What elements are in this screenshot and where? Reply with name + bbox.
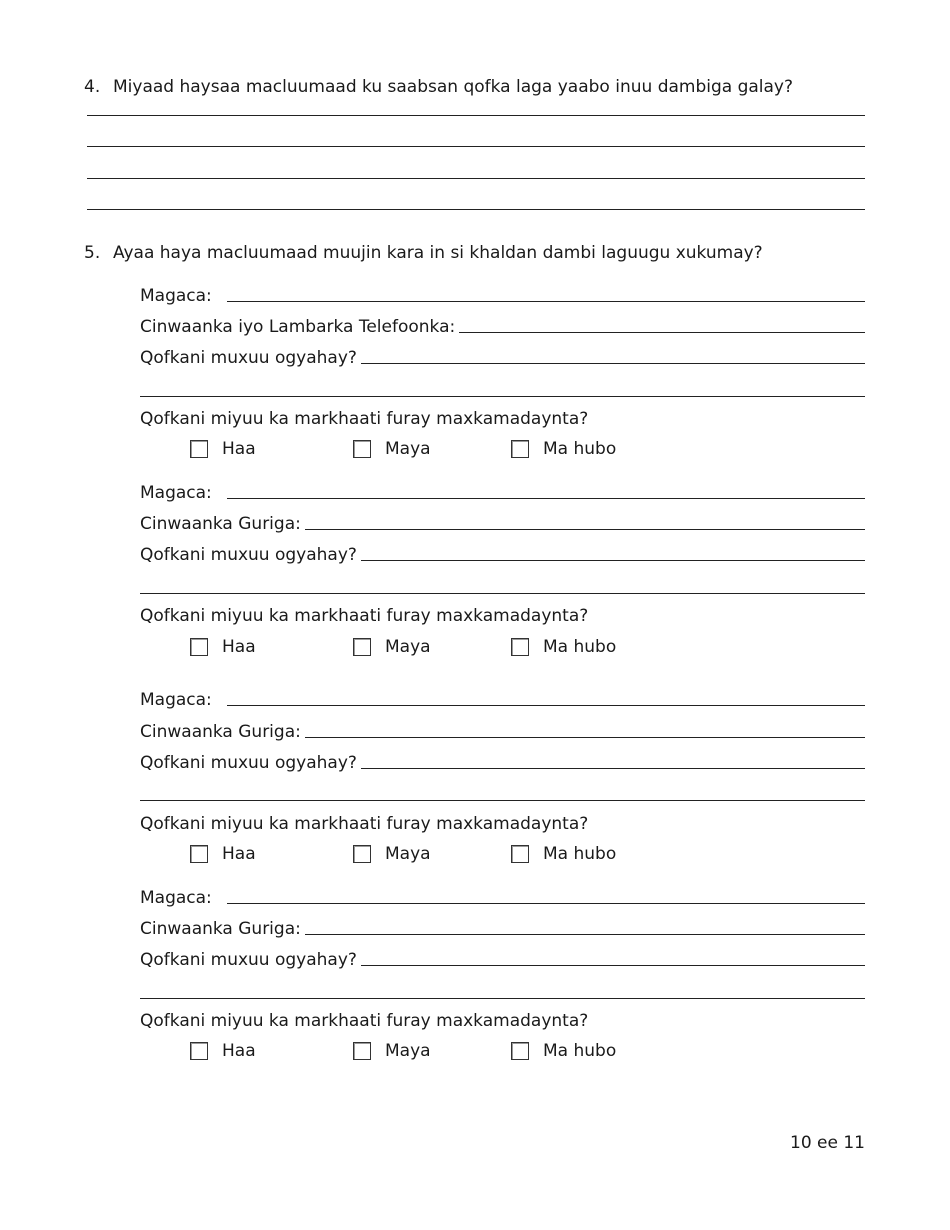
witness-4-name-field[interactable] bbox=[140, 886, 865, 908]
question-5-number: 5. bbox=[84, 243, 101, 263]
witness-4-address-label: Cinwaanka Guriga: bbox=[140, 919, 301, 939]
witness-2-option-yes[interactable]: Haa bbox=[190, 637, 256, 657]
question-4 bbox=[84, 77, 793, 97]
witness-3-address-line[interactable] bbox=[305, 737, 865, 738]
checkbox-icon[interactable] bbox=[511, 1042, 529, 1060]
witness-1-knows-label: Qofkani muxuu ogyahay? bbox=[140, 348, 357, 368]
checkbox-icon[interactable] bbox=[353, 1042, 371, 1060]
witness-1-knows-line-2[interactable] bbox=[140, 396, 865, 397]
witness-2-address-field[interactable] bbox=[140, 512, 865, 534]
checkbox-icon[interactable] bbox=[190, 845, 208, 863]
witness-2-knows-line[interactable] bbox=[361, 560, 865, 561]
witness-1-name-field[interactable] bbox=[140, 284, 865, 306]
witness-2-knows-label: Qofkani muxuu ogyahay? bbox=[140, 545, 357, 565]
witness-3-option-unsure[interactable]: Ma hubo bbox=[511, 844, 616, 864]
answer-line-q4-2[interactable] bbox=[87, 146, 865, 147]
witness-3-name-field[interactable] bbox=[140, 688, 865, 710]
witness-4-knows-line[interactable] bbox=[361, 965, 865, 966]
witness-4-knows-line-2[interactable] bbox=[140, 998, 865, 999]
checkbox-icon[interactable] bbox=[190, 638, 208, 656]
witness-1-name-label: Magaca: bbox=[140, 286, 212, 306]
witness-3-knows-line-2[interactable] bbox=[140, 800, 865, 801]
answer-line-q4-3[interactable] bbox=[87, 178, 865, 179]
witness-3-option-no[interactable]: Maya bbox=[353, 844, 431, 864]
witness-4-option-unsure[interactable]: Ma hubo bbox=[511, 1041, 616, 1061]
witness-1-address-field[interactable] bbox=[140, 315, 865, 337]
witness-2-name-field[interactable] bbox=[140, 481, 865, 503]
witness-4-name-line[interactable] bbox=[227, 903, 865, 904]
checkbox-icon[interactable] bbox=[511, 638, 529, 656]
witness-3-knows-field[interactable] bbox=[140, 751, 865, 773]
witness-1-option-no[interactable]: Maya bbox=[353, 439, 431, 459]
witness-1-address-line[interactable] bbox=[459, 332, 865, 333]
witness-2-option-unsure[interactable]: Ma hubo bbox=[511, 637, 616, 657]
witness-1-knows-field[interactable] bbox=[140, 346, 865, 368]
witness-3-name-label: Magaca: bbox=[140, 690, 212, 710]
witness-2-name-label: Magaca: bbox=[140, 483, 212, 503]
witness-4-option-yes[interactable]: Haa bbox=[190, 1041, 256, 1061]
witness-1-address-label: Cinwaanka iyo Lambarka Telefoonka: bbox=[140, 317, 456, 337]
witness-2-name-line[interactable] bbox=[227, 498, 865, 499]
witness-2-testify-question: Qofkani miyuu ka markhaati furay maxkamadaynta? bbox=[140, 606, 589, 626]
witness-1-option-yes[interactable]: Haa bbox=[190, 439, 256, 459]
witness-4-option-no[interactable]: Maya bbox=[353, 1041, 431, 1061]
checkbox-icon[interactable] bbox=[190, 1042, 208, 1060]
witness-3-testify-question: Qofkani miyuu ka markhaati furay maxkamadaynta? bbox=[140, 814, 589, 834]
witness-4-knows-label: Qofkani muxuu ogyahay? bbox=[140, 950, 357, 970]
checkbox-icon[interactable] bbox=[353, 440, 371, 458]
question-4-number: 4. bbox=[84, 77, 101, 97]
witness-1-knows-line[interactable] bbox=[361, 363, 865, 364]
witness-3-address-label: Cinwaanka Guriga: bbox=[140, 722, 301, 742]
question-5-text: Ayaa haya macluumaad muujin kara in si khaldan dambi laguugu xukumay? bbox=[113, 243, 763, 263]
answer-line-q4-1[interactable] bbox=[87, 115, 865, 116]
witness-4-name-label: Magaca: bbox=[140, 888, 212, 908]
witness-1-testify-question: Qofkani miyuu ka markhaati furay maxkamadaynta? bbox=[140, 409, 589, 429]
witness-4-knows-field[interactable] bbox=[140, 948, 865, 970]
witness-2-option-no[interactable]: Maya bbox=[353, 637, 431, 657]
witness-1-name-line[interactable] bbox=[227, 301, 865, 302]
witness-2-knows-line-2[interactable] bbox=[140, 593, 865, 594]
witness-3-knows-label: Qofkani muxuu ogyahay? bbox=[140, 753, 357, 773]
answer-line-q4-4[interactable] bbox=[87, 209, 865, 210]
checkbox-icon[interactable] bbox=[511, 440, 529, 458]
checkbox-icon[interactable] bbox=[190, 440, 208, 458]
witness-3-name-line[interactable] bbox=[227, 705, 865, 706]
witness-3-option-yes[interactable]: Haa bbox=[190, 844, 256, 864]
checkbox-icon[interactable] bbox=[511, 845, 529, 863]
witness-2-address-label: Cinwaanka Guriga: bbox=[140, 514, 301, 534]
witness-1-option-unsure[interactable]: Ma hubo bbox=[511, 439, 616, 459]
witness-3-knows-line[interactable] bbox=[361, 768, 865, 769]
witness-2-knows-field[interactable] bbox=[140, 543, 865, 565]
witness-3-address-field[interactable] bbox=[140, 720, 865, 742]
question-4-text: Miyaad haysaa macluumaad ku saabsan qofka laga yaabo inuu dambiga galay? bbox=[113, 77, 794, 97]
page-number: 10 ee 11 bbox=[790, 1133, 865, 1153]
witness-4-address-line[interactable] bbox=[305, 934, 865, 935]
witness-2-address-line[interactable] bbox=[305, 529, 865, 530]
checkbox-icon[interactable] bbox=[353, 638, 371, 656]
question-5 bbox=[84, 243, 763, 263]
checkbox-icon[interactable] bbox=[353, 845, 371, 863]
witness-4-address-field[interactable] bbox=[140, 917, 865, 939]
witness-4-testify-question: Qofkani miyuu ka markhaati furay maxkamadaynta? bbox=[140, 1011, 589, 1031]
